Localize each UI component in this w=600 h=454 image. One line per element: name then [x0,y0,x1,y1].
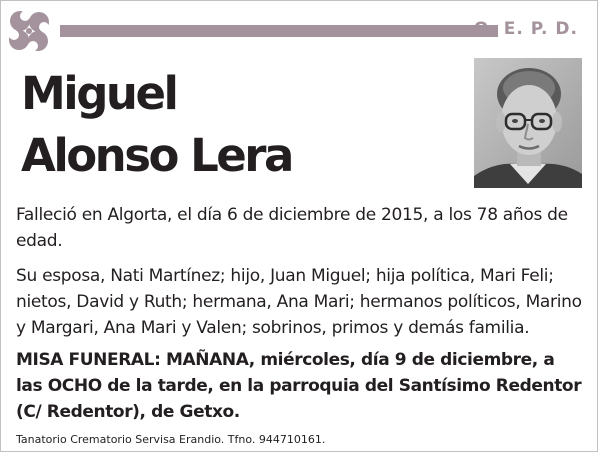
header-bar [60,25,498,37]
death-notice-paragraph: Falleció en Algorta, el día 6 de diciembre de 2015, a los 78 años de edad. [16,205,568,251]
deceased-first-name: Miguel [21,67,177,120]
qepd-label: Q. E. P. D. [473,19,578,39]
family-paragraph: Su esposa, Nati Martínez; hijo, Juan Miguel; hija política, Mari Feli; nietos, David y Ruth; hermana, Ana Mari; hermanos políticos, Marino y Margari, Ana Mari y Valen; sobrinos, primos y demás familia. [16,266,582,338]
deceased-surnames: Alonso Lera [21,129,292,182]
funeral-home-footer: Tanatorio Crematorio Servisa Erandio. Tfno. 944710161. [16,433,326,446]
lauburu-icon [6,8,52,54]
funeral-mass-paragraph: MISA FUNERAL: MAÑANA, miércoles, día 9 de diciembre, a las OCHO de la tarde, en la parroquia del Santísimo Redentor (C/ Redentor), de Getxo. [16,350,582,422]
portrait-photo [474,58,582,188]
